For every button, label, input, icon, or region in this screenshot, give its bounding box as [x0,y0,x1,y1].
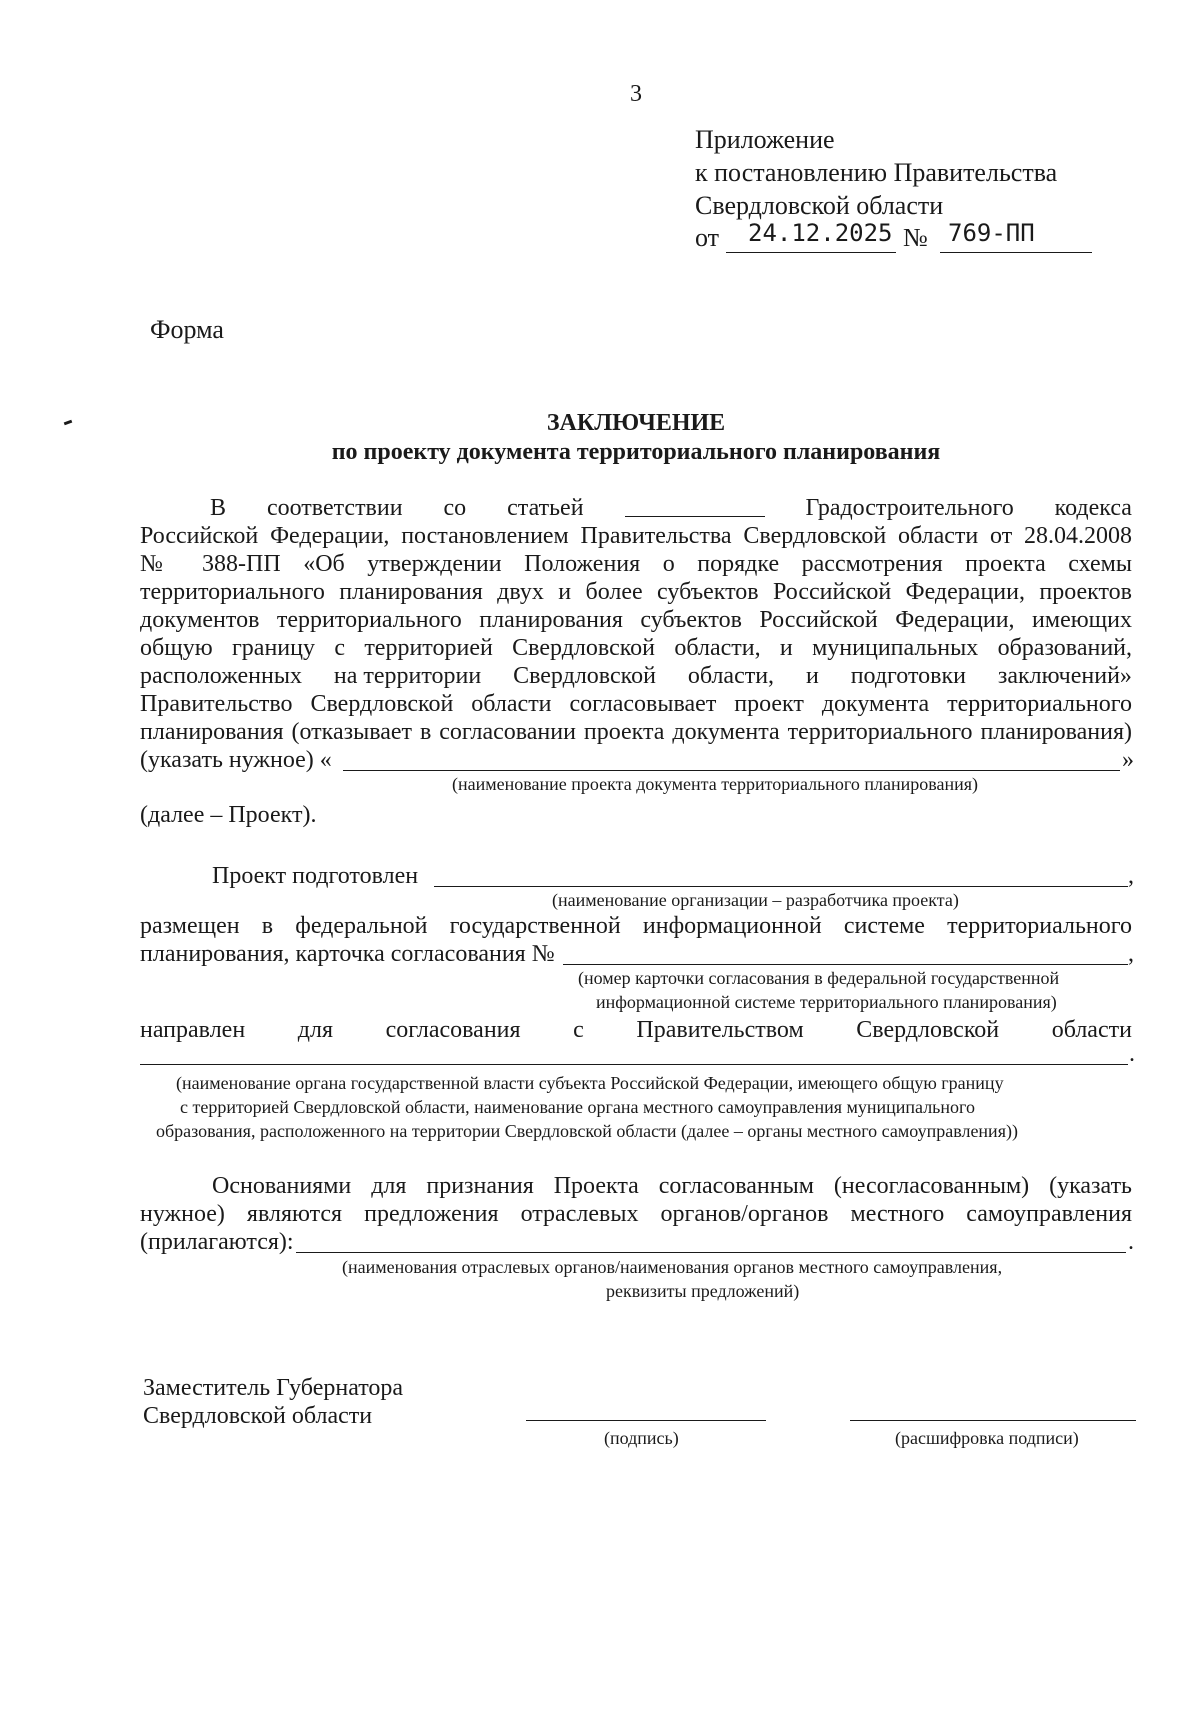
paragraph1-line1 [140,494,1132,522]
appendix-number-label: № [903,223,928,252]
paragraph1-line7 [140,662,1132,690]
p1-word: Свердловской [513,663,656,689]
sent-word: согласования [385,1017,521,1043]
grounds-line1: Основаниями для признания Проекта согласованным (несогласованным) (указать [212,1173,1132,1199]
name-decoding-caption: (расшифровка подписи) [895,1428,1079,1448]
document-title: ЗАКЛЮЧЕНИЕ [546,410,726,436]
paragraph1-line10-suffix: » [1122,747,1134,773]
appendix-line-3: Свердловской области [695,191,944,220]
paragraph1-line6: общую границу с территорией Свердловской области, и муниципальных образований, [140,635,1132,661]
form-label: Форма [150,315,224,344]
grounds-line3-suffix: . [1128,1229,1134,1255]
paragraph1-line5: документов территориального планирования субъектов Российской Федерации, имеющих [140,607,1132,633]
project-name-underline [343,770,1120,771]
p1-word: со [443,495,467,521]
article-blank [625,494,765,517]
card-line-suffix: , [1128,941,1134,967]
page-number: 3 [630,81,642,107]
paragraph1-line2: Российской Федерации, постановлением Правительства Свердловской области от 28.04.2008 [140,523,1132,549]
p1-word: области, [687,663,775,689]
sent-word: направлен [140,1017,246,1043]
prepared-label: Проект подготовлен [212,863,419,889]
card-line-prefix: планирования, карточка согласования № [140,941,555,967]
developer-underline [434,886,1128,887]
p1-word: кодекса [1054,495,1132,521]
stray-mark [64,420,73,426]
appendix-number: 769-ПП [948,219,1035,247]
p1-word: заключений» [997,663,1132,689]
sent-word: Правительством [636,1017,804,1043]
organ-caption-line2: с территорией Свердловской области, наименование органа местного самоуправления муниципального [180,1097,975,1117]
p1-word: статьей [507,495,584,521]
proposals-caption-line2: реквизиты предложений) [606,1281,800,1301]
card-caption-line1: (номер карточки согласования в федеральной государственной [578,968,1060,988]
sent-word: с [573,1017,584,1043]
card-caption-line2: информационной системе территориального планирования) [596,992,1057,1012]
signer-position-line2: Свердловской области [143,1403,373,1429]
document-subtitle: по проекту документа территориального планирования [331,439,941,465]
signature-caption: (подпись) [604,1428,679,1448]
paragraph1-line10-prefix: (указать нужное) « [140,747,332,773]
p1-word: В [210,495,227,521]
p1-word: Градостроительного [805,495,1014,521]
appendix-line-2: к постановлению Правительства [695,158,1058,187]
appendix-date: 24.12.2025 [748,219,893,247]
proposals-underline [296,1252,1126,1253]
project-name-caption: (наименование проекта документа территориального планирования) [452,774,979,794]
paragraph1-line3: № 388-ПП «Об утверждении Положения о порядке рассмотрения проекта схемы [140,551,1132,577]
sent-line [140,1016,1132,1044]
p1-word: соответствии [266,495,403,521]
paragraph1-line9: планирования (отказывает в согласовании проекта документа территориального планирования) [140,719,1132,745]
placed-line: размещен в федеральной государственной информационной системе территориального [140,913,1132,939]
number-underline [940,252,1092,253]
signer-position-line1: Заместитель Губернатора [143,1375,404,1401]
p1-word: подготовки [850,663,966,689]
sent-word: области [1051,1017,1132,1043]
grounds-line2: нужное) являются предложения отраслевых органов/органов местного самоуправления [140,1201,1132,1227]
appendix-line-1: Приложение [695,125,835,154]
card-number-underline [563,964,1128,965]
proposals-caption-line1: (наименования отраслевых органов/наименования органов местного самоуправления, [342,1257,1003,1277]
signature-underline [526,1420,766,1421]
p1-word: и [805,663,819,689]
prepared-suffix: , [1128,863,1134,889]
date-underline [726,252,896,253]
sent-suffix: . [1129,1041,1135,1067]
name-decoding-underline [850,1420,1136,1421]
grounds-line3-prefix: (прилагаются): [140,1229,294,1255]
organ-caption-line3: образования, расположенного на территории Свердловской области (далее – органы местного самоуправления)) [156,1121,1018,1141]
sent-word: Свердловской [856,1017,1000,1043]
organ-underline [140,1064,1128,1065]
sent-word: для [297,1017,333,1043]
p1-word: расположенных [140,663,302,689]
developer-caption: (наименование организации – разработчика проекта) [552,890,959,910]
organ-caption-line1: (наименование органа государственной власти субъекта Российской Федерации, имеющего общую границу [176,1073,1004,1093]
paragraph1-after: (далее – Проект). [140,802,317,828]
paragraph1-line8: Правительство Свердловской области согласовывает проект документа территориального [140,691,1132,717]
p1-word: на территории [333,663,482,689]
appendix-from-label: от [695,223,720,252]
paragraph1-line4: территориального планирования двух и более субъектов Российской Федерации, проектов [140,579,1132,605]
